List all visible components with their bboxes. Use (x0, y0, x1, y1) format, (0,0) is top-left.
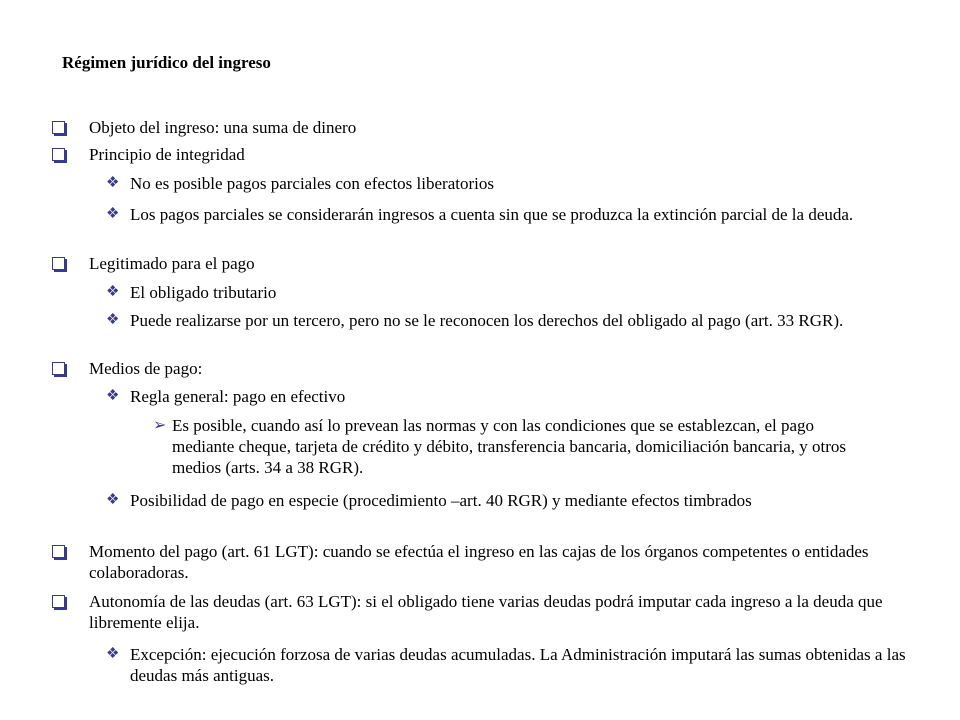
list-item-text: Los pagos parciales se considerarán ingresos a cuenta sin que se produzca la extinción parcial de la deuda. (130, 205, 854, 224)
list-item-text: Excepción: ejecución forzosa de varias deudas acumuladas. La Administración imputará las sumas obtenidas a las deudas más antiguas. (130, 645, 906, 685)
list-item-text: Autonomía de las deudas (art. 63 LGT): si el obligado tiene varias deudas podrá imputar cada ingreso a la deuda que libremente elija. (89, 592, 883, 632)
list-item (153, 415, 872, 478)
square-bullet-icon (52, 595, 66, 609)
list-item (106, 173, 910, 194)
list-item (89, 144, 889, 165)
diamond-bullet-icon: ❖ (106, 206, 120, 222)
list-item (106, 644, 908, 686)
list-item (106, 490, 850, 511)
diamond-bullet-icon: ❖ (106, 284, 120, 300)
square-bullet-icon (52, 545, 66, 559)
list-item-text: Regla general: pago en efectivo (130, 387, 346, 406)
square-bullet-icon (52, 362, 66, 376)
diamond-bullet-icon: ❖ (106, 312, 120, 328)
list-item (106, 310, 910, 331)
square-bullet-icon (52, 121, 66, 135)
list-item-text: Medios de pago: (89, 359, 203, 378)
list-item (106, 282, 910, 303)
list-item-text: Objeto del ingreso: una suma de dinero (89, 118, 357, 137)
list-item (106, 386, 910, 407)
list-item (89, 541, 894, 583)
list-item (106, 204, 896, 225)
list-item-text: Es posible, cuando así lo prevean las normas y con las condiciones que se establezcan, el pago mediante cheque, tarjeta de crédito y débito, transferencia bancaria, domiciliación bancaria, y otros medios (arts. 34 a 38 RGR). (172, 416, 847, 477)
list-item (89, 591, 905, 633)
square-bullet-icon (52, 148, 66, 162)
arrowhead-bullet-icon: ➢ (153, 417, 167, 434)
diamond-bullet-icon: ❖ (106, 646, 120, 662)
slide-title: Régimen jurídico del ingreso (62, 53, 271, 72)
list-item-text: Principio de integridad (89, 145, 245, 164)
list-item-text: Momento del pago (art. 61 LGT): cuando se efectúa el ingreso en las cajas de los órganos competentes o entidades colaboradoras. (89, 542, 869, 582)
list-item (89, 117, 889, 138)
list-item-text: No es posible pagos parciales con efectos liberatorios (130, 174, 494, 193)
square-bullet-icon (52, 257, 66, 271)
list-item-text: Puede realizarse por un tercero, pero no se le reconocen los derechos del obligado al pago (art. 33 RGR). (130, 311, 844, 330)
list-item-text: El obligado tributario (130, 283, 277, 302)
diamond-bullet-icon: ❖ (106, 175, 120, 191)
list-item-text: Legitimado para el pago (89, 254, 255, 273)
list-item-text: Posibilidad de pago en especie (procedimiento –art. 40 RGR) y mediante efectos timbrados (130, 491, 752, 510)
diamond-bullet-icon: ❖ (106, 388, 120, 404)
diamond-bullet-icon: ❖ (106, 492, 120, 508)
list-item (89, 358, 889, 379)
list-item (89, 253, 889, 274)
